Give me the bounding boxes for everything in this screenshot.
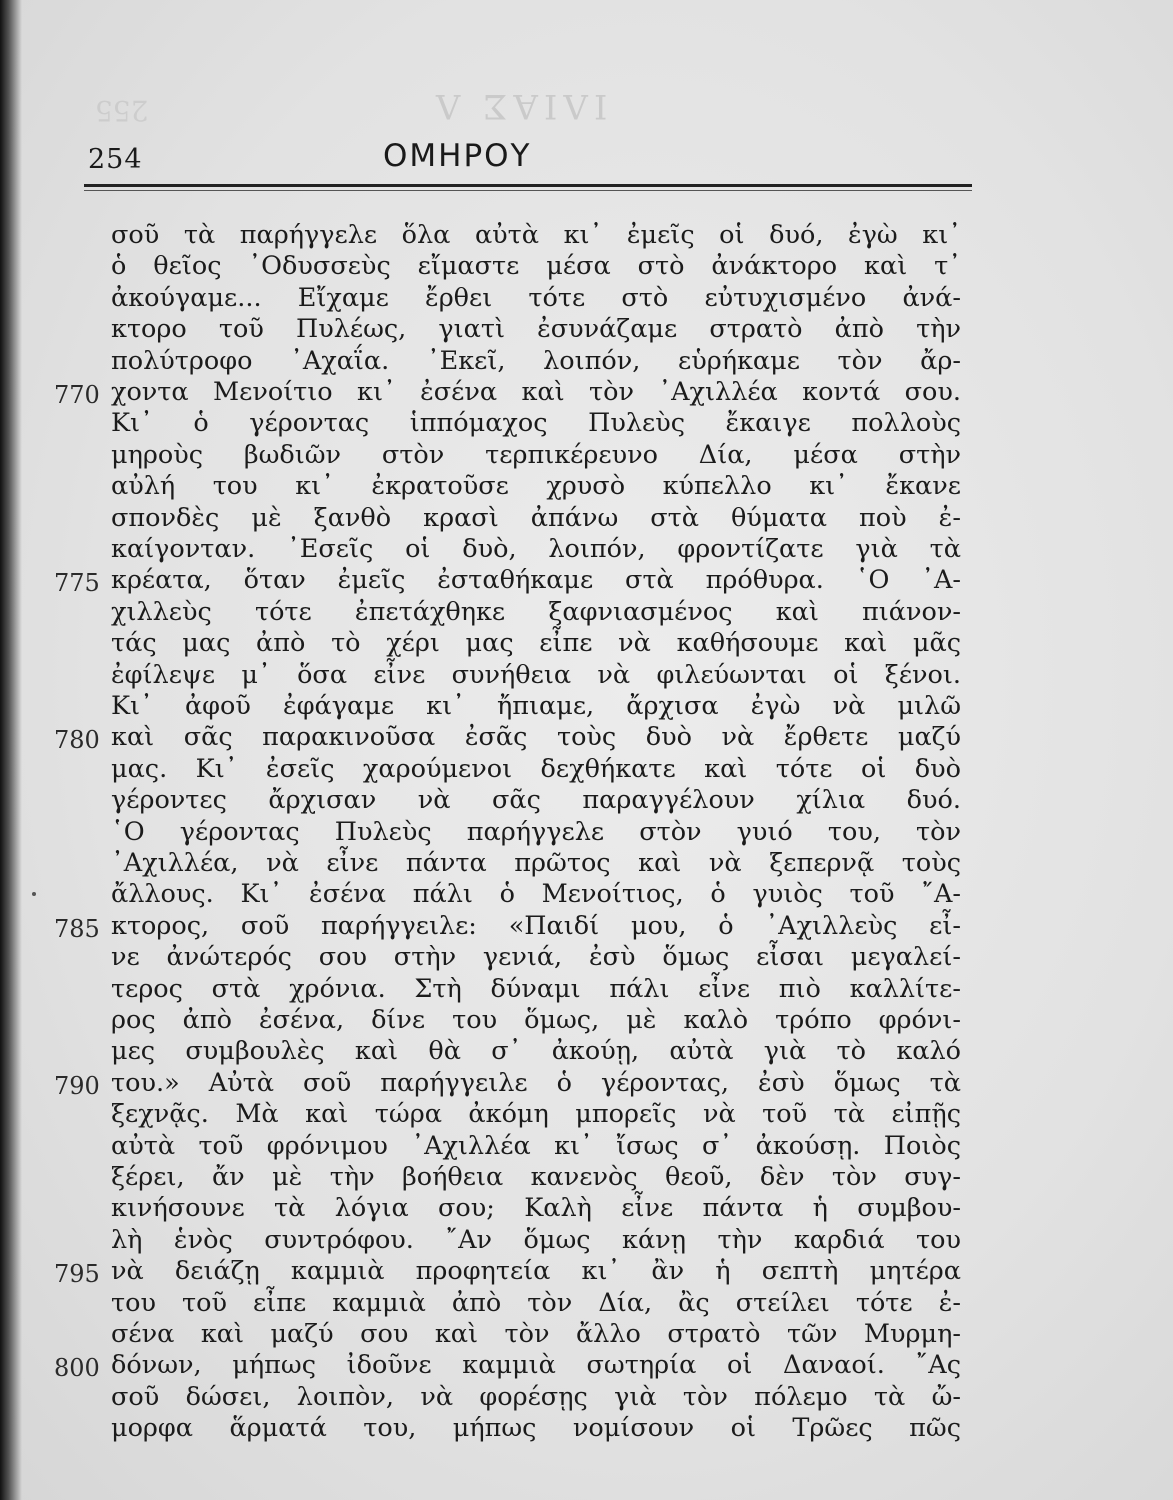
bleed-through-title: ΙΛΙΑΣ Λ: [430, 86, 608, 126]
text-line: [0, 754, 1173, 785]
text-line: [0, 1319, 1173, 1350]
print-speck: [32, 892, 36, 896]
text-line: [0, 471, 1173, 502]
line-text: καὶ σᾶς παρακινοῦσα ἐσᾶς τοὺς δυὸ νὰ ἔρθετε μαζύ: [111, 722, 961, 753]
text-line: [0, 1256, 1173, 1287]
line-text: δόνων, μήπως ἰδοῦνε καμμιὰ σωτηρία οἱ Δαναοί. ῎Ας: [111, 1350, 961, 1381]
line-text: Κι᾿ ἀφοῦ ἐφάγαμε κι᾿ ἤπιαμε, ἄρχισα ἐγὼ νὰ μιλῶ: [111, 691, 961, 721]
line-text: μες συμβουλὲς καὶ θὰ σ᾿ ἀκούῃ, αὐτὰ γιὰ τὸ καλό: [111, 1036, 961, 1067]
line-text: πολύτροφο ᾿Αχαΐα. ᾿Εκεῖ, λοιπόν, εὑρήκαμε τὸν ἄρ-: [111, 345, 961, 376]
text-line: [0, 1162, 1173, 1193]
line-text: σένα καὶ μαζύ σου καὶ τὸν ἄλλο στρατὸ τῶν Μυρμη-: [111, 1319, 961, 1349]
line-text: λὴ ἑνὸς συντρόφου. ῎Αν ὅμως κάνῃ τὴν καρδιά του: [111, 1224, 961, 1255]
text-line: [0, 220, 1173, 251]
line-number: 770: [54, 381, 100, 409]
text-line: [0, 628, 1173, 659]
line-text: ξεχνᾷς. Μὰ καὶ τώρα ἀκόμη μπορεῖς νὰ τοῦ τὰ εἰπῇς: [111, 1099, 961, 1130]
line-number: 775: [54, 569, 100, 598]
line-text: Κι᾿ ὁ γέροντας ἱππόμαχος Πυλεὺς ἔκαιγε πολλοὺς: [111, 408, 961, 439]
line-text: σοῦ δώσει, λοιπὸν, νὰ φορέσῃς γιὰ τὸν πόλεμο τὰ ὤ-: [111, 1381, 961, 1412]
line-text: νὰ δειάζῃ καμμιὰ προφητεία κι᾿ ἂν ἡ σεπτὴ μητέρα: [111, 1256, 961, 1287]
text-line: [0, 1131, 1173, 1162]
text-line: [0, 1350, 1173, 1381]
line-text: καίγονταν. ᾿Εσεῖς οἱ δυὸ, λοιπόν, φροντίζατε γιὰ τὰ: [111, 534, 961, 564]
header-rule: [84, 184, 972, 187]
line-text: αὐτὰ τοῦ φρόνιμου ᾿Αχιλλέα κι᾿ ἴσως σ᾿ ἀκούσῃ. Ποιὸς: [111, 1130, 961, 1161]
line-text: κινήσουνε τὰ λόγια σου; Καλὴ εἶνε πάντα ἡ συμβου-: [111, 1193, 961, 1224]
text-line: [0, 503, 1173, 534]
line-number: 795: [54, 1260, 100, 1289]
line-text: του τοῦ εἶπε καμμιὰ ἀπὸ τὸν Δία, ἂς στείλει τότε ἐ-: [111, 1287, 961, 1318]
line-text: αὐλή του κι᾿ ἐκρατοῦσε χρυσὸ κύπελλο κι᾿ ἔκανε: [111, 471, 961, 502]
line-text: κτορος, σοῦ παρήγγειλε: «Παιδί μου, ὁ ᾿Αχιλλεὺς εἶ-: [111, 910, 961, 941]
line-text: τάς μας ἀπὸ τὸ χέρι μας εἶπε νὰ καθήσουμε καὶ μᾶς: [111, 628, 961, 659]
line-text: ᾿Αχιλλέα, νὰ εἶνε πάντα πρῶτος καὶ νὰ ξεπερνᾷ τοὺς: [111, 848, 961, 878]
line-text: σπονδὲς μὲ ξανθὸ κρασὶ ἀπάνω στὰ θύματα ποὺ ἐ-: [111, 502, 961, 533]
text-line: [0, 848, 1173, 879]
line-text: κτορο τοῦ Πυλέως, γιατὶ ἐσυνάζαμε στρατὸ ἀπὸ τὴν: [111, 314, 961, 345]
line-text: ἄλλους. Κι᾿ ἐσένα πάλι ὁ Μενοίτιος, ὁ γυιὸς τοῦ ῎Α-: [111, 879, 961, 910]
text-line: [0, 440, 1173, 471]
text-line: [0, 1288, 1173, 1319]
text-line: [0, 1382, 1173, 1413]
text-line: [0, 346, 1173, 377]
text-line: [0, 283, 1173, 314]
bleed-through-number: 255: [95, 94, 149, 127]
line-text: σοῦ τὰ παρήγγελε ὅλα αὐτὰ κι᾿ ἐμεῖς οἱ δυό, ἐγὼ κι᾿: [111, 220, 961, 250]
header-rule-thin: [84, 190, 972, 191]
line-number: 785: [54, 914, 100, 943]
line-number: 800: [54, 1354, 100, 1383]
text-line: [0, 691, 1173, 722]
line-text: μορφα ἅρματά του, μήπως νομίσουν οἱ Τρῶες πῶς: [111, 1413, 961, 1444]
line-text: κρέατα, ὅταν ἐμεῖς ἐσταθήκαμε στὰ πρόθυρα. ῾Ο ᾿Α-: [111, 565, 961, 596]
text-line: [0, 817, 1173, 848]
line-number: 780: [54, 726, 100, 755]
page-header: [88, 138, 968, 182]
text-line: [0, 1036, 1173, 1067]
text-line: [0, 251, 1173, 282]
text-line: [0, 534, 1173, 565]
page-number: 254: [88, 144, 143, 175]
text-line: [0, 597, 1173, 628]
text-line: [0, 911, 1173, 942]
line-text: ρος ἀπὸ ἐσένα, δίνε του ὅμως, μὲ καλὸ τρόπο φρόνι-: [111, 1005, 961, 1035]
text-line: [0, 660, 1173, 691]
text-line: [0, 1225, 1173, 1256]
line-number: 790: [54, 1071, 100, 1100]
line-text: ἀκούγαμε... Εἴχαμε ἔρθει τότε στὸ εὐτυχισμένο ἀνά-: [111, 282, 961, 313]
text-line: [0, 408, 1173, 439]
line-text: χοντα Μενοίτιο κι᾿ ἐσένα καὶ τὸν ᾿Αχιλλέα κοντά σου.: [111, 377, 961, 407]
text-line: [0, 314, 1173, 345]
text-line: [0, 1005, 1173, 1036]
line-text: γέροντες ἄρχισαν νὰ σᾶς παραγγέλουν χίλια δυό.: [111, 785, 961, 816]
text-line: [0, 1193, 1173, 1224]
line-text: μας. Κι᾿ ἐσεῖς χαρούμενοι δεχθήκατε καὶ τότε οἱ δυὸ: [111, 753, 961, 784]
line-text: του.» Αὐτὰ σοῦ παρήγγειλε ὁ γέροντας, ἐσὺ ὅμως τὰ: [111, 1067, 961, 1098]
text-line: [0, 1413, 1173, 1444]
text-line: [0, 879, 1173, 910]
text-line: [0, 1068, 1173, 1099]
text-line: [0, 1099, 1173, 1130]
text-line: [0, 942, 1173, 973]
text-line: [0, 565, 1173, 596]
line-text: τερος στὰ χρόνια. Στὴ δύναμι πάλι εἶνε πιὸ καλλίτε-: [111, 973, 961, 1004]
text-line: [0, 785, 1173, 816]
text-line: [0, 722, 1173, 753]
text-line: [0, 974, 1173, 1005]
line-text: ἐφίλεψε μ᾿ ὅσα εἶνε συνήθεια νὰ φιλεύωνται οἱ ξένοι.: [111, 659, 961, 690]
line-text: νε ἀνώτερός σου στὴν γενιά, ἐσὺ ὅμως εἶσαι μεγαλεί-: [111, 942, 961, 973]
line-text: ῾Ο γέροντας Πυλεὺς παρήγγελε στὸν γυιό του, τὸν: [111, 816, 961, 847]
line-text: μηροὺς βωδιῶν στὸν τερπικέρευνο Δία, μέσα στὴν: [111, 439, 961, 470]
text-line: [0, 377, 1173, 408]
running-title: ΟΜΗΡΟΥ: [383, 138, 532, 174]
line-text: ὁ θεῖος ᾿Οδυσσεὺς εἴμαστε μέσα στὸ ἀνάκτορο καὶ τ᾿: [111, 251, 961, 282]
line-text: χιλλεὺς τότε ἐπετάχθηκε ξαφνιασμένος καὶ πιάνον-: [111, 596, 961, 627]
line-text: ξέρει, ἄν μὲ τὴν βοήθεια κανενὸς θεοῦ, δὲν τὸν συγ-: [111, 1162, 961, 1192]
